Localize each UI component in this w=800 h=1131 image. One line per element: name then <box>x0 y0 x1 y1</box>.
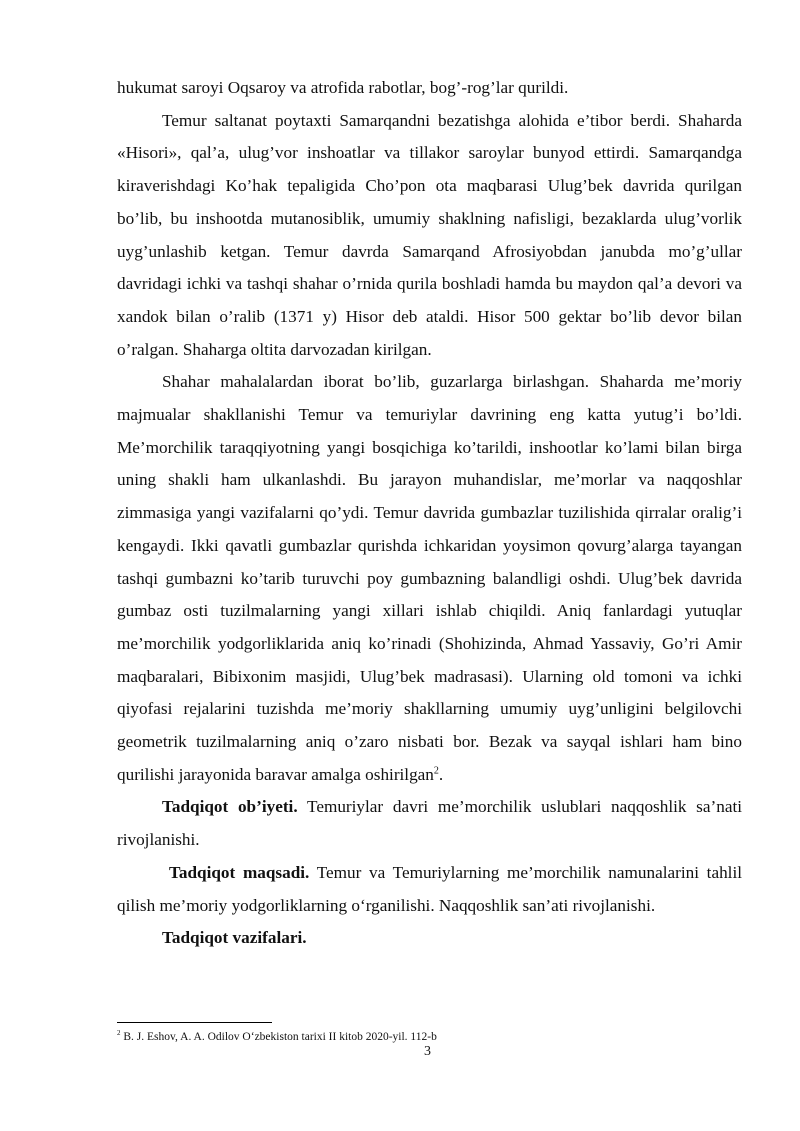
vazifalar-label: Tadqiqot vazifalari. <box>162 928 307 948</box>
footnote <box>117 1030 437 1044</box>
paragraph-samarqand: Temur saltanat poytaxti Samarqandni bezatishga alohida e’tibor berdi. Shaharda «Hisori», qal’a, ulug’vor inshoatlar va tillakor saroylar bunyod ettirdi. Samarqandga kiraverishdagi Ko’hak tepaligida Cho’pon ota maqbarasi Ulug’bek davrida qurilgan bo’lib, bu inshootda mutanosiblik, umumiy shaklning nafisligi, bezaklarda ulug’vorlik uyg’unlashib ketgan. Temur davrda Samarqand Afrosiyobdan janubda mo’g’ullar davridagi ichki va tashqi shahar o’rnida qurila boshladi hamda bu maydon qal’a devori va xandok bilan o’ralib (1371 y) Hisor deb ataldi. Hisor 500 gektar bo’lib devor bilan o’ralgan. Shaharga oltita darvozadan kirilgan. <box>117 110 742 359</box>
maqsad-text: Temur va Temuriylarning me’morchilik namunalarini tahlil qilish me’moriy yodgorliklarning o‘rganilishi. Naqqoshlik san’ati rivojlanishi. <box>117 862 742 915</box>
paragraph-shahar <box>117 366 742 791</box>
footnote-reference[interactable]: 2 <box>433 765 439 777</box>
footnote-text: B. J. Eshov, A. A. Odilov O‘zbekiston tarixi II kitob 2020-yil. 112-b <box>120 1031 437 1043</box>
paragraph-shahar-text: Shahar mahalalardan iborat bo’lib, guzarlarga birlashgan. Shaharda me’moriy majmualar shakllanishi Temur va temuriylar davrining eng katta yutug’i bo’ldi. Me’morchilik taraqqiyotning yangi bosqichiga ko’tarildi, inshootlar ko’lami bilan birga uning shakli ham ulkanlashdi. Bu jarayon muhandislar, me’morlar va naqqoshlar zimmasiga yangi vazifalarni qo’ydi. Temur davrida gumbazlar tuzilishida qirralar oralig’i kengaydi. Ikki qavatli gumbazlar qurishda ichkaridan yoysimon qovurg’alarga tayangan tashqi gumbazni ko’tarib turuvchi poy gumbazning balandligi oshdi. Ulug’bek davrida gumbaz osti tuzilmalarning yangi xillari ishlab chiqildi. Aniq fanlardagi yutuqlar me’morchilik yodgorliklarida aniq ko’rinadi (Shohizinda, Ahmad Yassaviy, Go’ri Amir maqbaralari, Bibixonim masjidi, Ulug’bek madrasasi). Ularning old tomoni va ichki qiyofasi rejalarini tuzishda me’moriy shakllarning umumiy uyg’unligini belgilovchi geometrik tuzilmalarning aniq o’zaro nisbati bor. Bezak va sayqal ishlari ham bino qurilishi jarayonida baravar amalga oshirilgan <box>117 372 742 784</box>
obyekt-label: Tadqiqot ob’iyeti. <box>162 797 298 817</box>
paragraph-vazifalar <box>117 922 742 955</box>
footnote-divider <box>117 1022 272 1023</box>
paragraph-continuation: hukumat saroyi Oqsaroy va atrofida rabotlar, bog’-rog’lar qurildi. <box>117 78 569 97</box>
paragraph-shahar-end: . <box>438 764 444 784</box>
page-number: 3 <box>424 1044 431 1059</box>
page-body <box>117 72 742 955</box>
obyekt-text: Temuriylar davri me’morchilik uslublari naqqoshlik sa’nati rivojlanishi. <box>117 797 742 850</box>
maqsad-label: Tadqiqot maqsadi. <box>169 862 310 882</box>
paragraph-maqsad <box>117 857 742 922</box>
paragraph-obyekt <box>117 791 742 856</box>
footnote-marker: 2 <box>117 1029 121 1038</box>
